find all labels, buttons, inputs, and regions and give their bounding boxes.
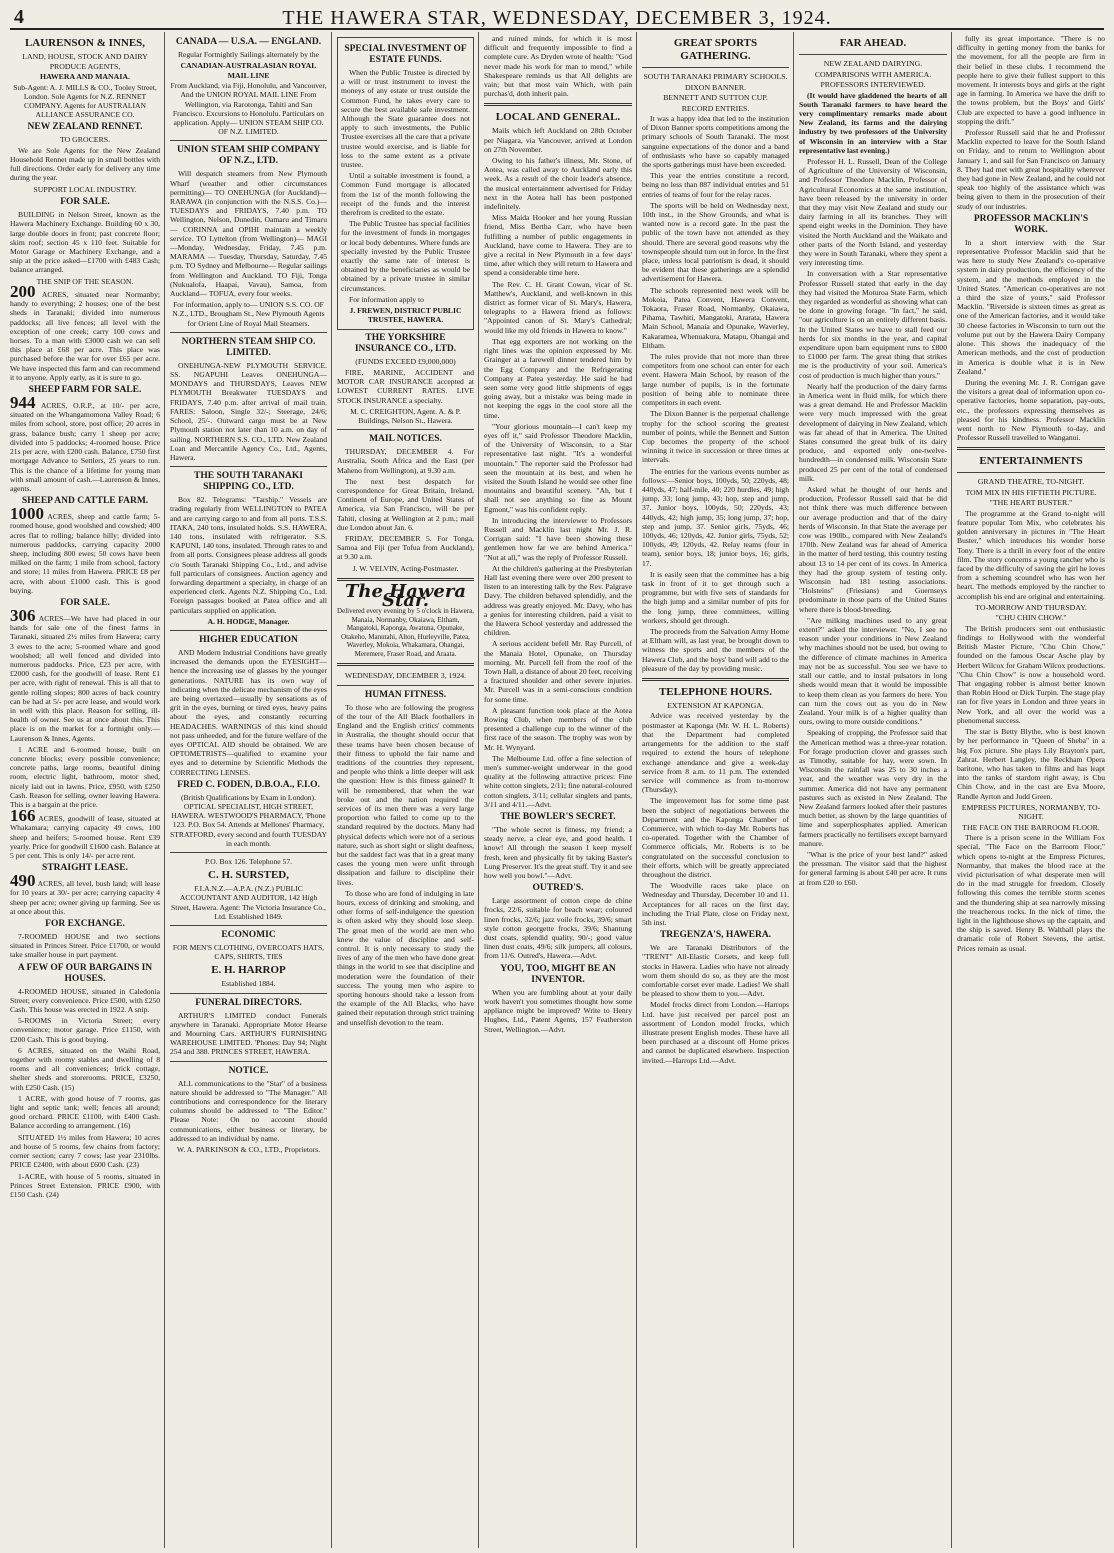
for-sale-heading: FOR SALE. (60, 197, 110, 208)
column-rule (331, 32, 332, 1548)
divider (170, 993, 327, 994)
divider (170, 630, 327, 631)
divider (170, 852, 327, 853)
article-paragraph: Professor H. L. Russell, Dean of the College of Agriculture of the University of Wisconsin, and Professor Theodore Macklin, Professor of Agricultural Economics at the same institution, have been released by the university in order that they may visit New Zealand and study our dairy farming in all its branches. They will spend eight weeks in the Dominion. They have visited the North Auckland and the Waikato and other parts of the North Island, and yesterday they were in South Taranaki, where they spent a very interesting time. (799, 156, 947, 268)
bowler-text: "The whole secret is fitness, my friend; a steady nerve, a clear eye, and good health. I know! All through the season I keep myself fresh, keen and physically fit by taking Baxter's Lung Preserver. It's the great stuff. Try it and see how well you bowl."—Advt. (484, 825, 632, 881)
delivery-notice: Delivered every evening by 5 o'clock in Hawera, Manaia, Normanby, Okaiawa, Eltham, Mangatoki, Kaponga, Awatuna, Opunake, Otakeho, Manutahi, Alton, Hurleyville, Patea, Waverley, Mokoia, Whakamara, Ohangai, Meremere, Fraser Road, and Araata. (337, 607, 474, 658)
sports-heading: GREAT SPORTS GATHERING. (673, 37, 758, 62)
rennet-text: We are Sole Agents for the New Zealand Household Rennet made up in small bottles with full directions. Order early for delivery any time during the year. (10, 145, 160, 183)
house-listing: SITUATED 1½ miles from Hawera; 10 acres and house of 5 rooms, few chains from factory; corner section; carry 7 cows; last year 2310lbs. PRICE £2400, with about £600 Cash. (23) (10, 1132, 160, 1170)
exchange-listing: 7-ROOMED HOUSE and two sections situated in Princes Street. Price £1700, or would take smaller house in part payment. (10, 932, 160, 960)
postmaster-signature: J. W. VELVIN, Acting-Postmaster. (352, 563, 459, 573)
divider (957, 447, 1105, 450)
special-paragraph: For information apply to (349, 294, 424, 304)
far-subheading: COMPARISONS WITH AMERICA. (814, 69, 932, 79)
article-paragraph: Speaking of cropping, the Professor said that the American method was a three-year rotation. For forage production clover and grasses such as Timothy, suitable for hay, were sown. In Wisconsin the rainfall was 25 to 30 inches a year, and the weather was very dry in the summer. America did not have any permanent pastures such as existed in New Zealand. The New Zealand farmers looked after their pastures much better, as shown by the large quantities of lime and superphosphates applied. American farmers practically no fertilisers except barnyard manure. (799, 728, 947, 848)
sports-subheading: BENNETT AND SUTTON CUP. (663, 93, 768, 102)
far-subheading: PROFESSORS INTERVIEWED. (820, 80, 926, 89)
tregenza-text: We are Taranaki Distributors of the "TRENT" All-Elastic Corsets, and keep full stocks in Hawera. Ladies who have not already worn them should do so, as they are the most comfortable corset ever made. Ladies! We shall be pleased to show them to you.—Advt. (642, 943, 789, 999)
divider (642, 67, 789, 68)
sports-paragraph: The proceeds from the Salvation Army Home at Eltham will, as last year, be brought down to witness the sports and the members of the Hawera Club, and the boys' band will add to the pleasure of the day by providing music. (642, 626, 789, 673)
union-contact: For information, apply to— UNION S.S. CO. OF N.Z., LTD., Brougham St., New Plymouth Agents for Orient Line of Royal Mail Steamers. (172, 300, 325, 328)
review-paragraph: The star is Betty Blythe, who is best known by her performance in "Queen of Sheba" in a big Fox picture. She plays Lily Brayton's part, Zahrat. Herbert Langley, the Reckham Opera baritone, who has taken to films and has leapt into the ranks of stardom right away, is Chu Chin Chow, and in the cast are Eva Moore, Randle Ayrton and Judd Green. (957, 727, 1105, 801)
northern-text: ONEHUNGA-NEW PLYMOUTH SERVICE. SS. NGAPUHI Leaves ONEHUNGA— MONDAYS and THURSDAYS, Leaves NEW PLYMOUTH Breakwater TUESDAYS and FRIDAYS, 7.40 p.m. after arrival of mail train. FARES: Saloon, Single 32/-; Steerage, 24/6; School, 25/-. Outward cargo must be at New Plymouth station not later than 10 a.m. on day of sailing. NORTHERN S.S. CO., LTD. New Zealand Loan and Mercantile Agency Co., Ltd., Agents, Hawera. (170, 360, 327, 462)
union-text: Will despatch steamers from New Plymouth Wharf (weather and other circumstances permitting)— TO ONEHUNGA (for Auckland)— RARAWA (in conjunction with the N.S.S. Co.)— TUESDAYS and FRIDAYS, 7.40 p.m. TO Wellington, Nelson, Dunedin, Oamaru and Timaru— CORINNA and OPIHI maintain a weekly service. TO Lyttelton (from Wellington)— MAGI—Monday, Wednesday, Friday, 7.45 p.m. MARAMA — Tuesday, Thursday, Saturday, 7.45 p.m. TO Sydney and Melbourne— Regular sailings from Wellington and Auckland. TO Fiji, Tonga (Nukualofa, Haapai, Vavau), Samoa, from Auckland— TOFUA, every four weeks. (170, 169, 327, 299)
listing-306-acres (10, 605, 160, 743)
page-number: 4 (14, 6, 24, 28)
news-paragraph: Mails which left Auckland on 28th October per Niagara, via Vancouver, arrived at London on 27th November. (484, 126, 632, 154)
sursted-heading: C. H. SURSTED, (208, 869, 289, 882)
divider (337, 685, 474, 686)
listing-944-acres (10, 393, 161, 493)
bargains-heading: A FEW OF OUR BARGAINS IN HOUSES. (17, 962, 153, 984)
article-paragraph: Professor Russell said that he and Professor Macklin expected to leave for the South Island on Friday, and to return to Wellington about January 1, and sail for San Francisco on January 8. They had met with great hospitality wherever they had gone in New Zealand, and he could not speak too highly of the assistance which was being given to them in the prosecution of their study of our industries. (957, 128, 1105, 211)
sheep-farm-heading: SHEEP FARM FOR SALE. (28, 385, 142, 396)
sursted-box: P.O. Box 126. Telephone 57. (204, 857, 293, 867)
acreage-number: 490 (10, 871, 36, 891)
divider (170, 466, 327, 467)
divider (642, 678, 789, 681)
special-paragraph: Until a suitable investment is found, a Common Fund mortgage is allocated from the 1st of the month following the receipt of the funds and the interest therefrom is credited to the estate. (341, 171, 470, 218)
telephone-paragraph: The Woodville races take place on Wednesday and Thursday, December 10 and 11. Acceptances for all races on the first day, including the Trial Plate, close on Friday next, 5th inst. (642, 881, 789, 927)
article-paragraph: In conversation with a Star representative Professor Russell stated that early in the day they had visited the Moturoa State Farm, which they regarded as wonderful as showing what can be done in growing forage. "In fact," he said, "our agriculture is on an entirely different basis. In the United States we have to stall feed our herds for six months in the year, and capital expenditure upon barn equipment runs to £800 to £1000 per farm. The great thing that strikes me is the productivity of your soil. America's cost of production is much higher than yours." (799, 269, 947, 380)
article-paragraph: "Are milking machines used to any great extent?" asked the interviewer. "No, I see no reason under your conditions in New Zealand why machines should not be used, but owing to the difference of climate machines in America may not be as successful. You see we have to stall our cattle, and to instal pulsators in long sheds would mean that it would be impossible to keep them clean as you farmers do here. You can turn the cows out as you do in New Zealand. Your milk is of a higher quality than ours, owing to more outside conditions." (799, 615, 947, 727)
mail-paragraph: FRIDAY, DECEMBER 5. For Tonga, Samoa and Fiji (per Tofua from Auckland), at 9.30 a.m. (337, 534, 474, 562)
house-listing: 6 ACRES, situated on the Waihi Road, together with roomy stables and dwelling of 8 rooms and all conveniences; brick cottage, shelter sheds and storerooms. PRICE, £3250, with £250 Cash. (15) (10, 1045, 160, 1092)
newspaper-title: THE HAWERA STAR, WEDNESDAY, DECEMBER 3, 1924. (282, 7, 832, 29)
sports-paragraph: It was a happy idea that led to the institution of Dixon Banner sports competitions among the primary schools of South Taranaki. The most sanguine expectations of the donor and a band of enthusiasts who have so capably managed the sports gatherings must have been exceeded. (642, 114, 789, 170)
listing-166-acres (10, 806, 160, 861)
news-paragraph: In introducing the interviewer to Professors Russell and Macklin last night Mr. J. R. Corrigan said: "I have been showing these gentlemen how far we are behind America." "Not at all," was the reply of Professor Russell. (484, 515, 632, 562)
sports-subheading: SOUTH TARANAKI PRIMARY SCHOOLS. (643, 72, 788, 81)
column-7 (953, 34, 1109, 1546)
telephone-heading: TELEPHONE HOURS. (658, 685, 773, 698)
firm-heading: LAURENSON & INNES, (24, 37, 146, 49)
divider (337, 663, 474, 666)
education-heading: HIGHER EDUCATION (199, 634, 298, 645)
mail-paragraph: The next best despatch for correspondence for Great Britain, Ireland, Continent of Europe, and United States of America, via San Francisco, will be per Tahiti, closing at Wellington at 2 p.m.; mail due London about Jan. 6. (337, 476, 474, 532)
yorkshire-text: FIRE, MARINE, ACCIDENT and MOTOR CAR INSURANCE accepted at LOWEST CURRENT RATES. LIVE STOCK INSURANCE a specialty. (337, 367, 474, 405)
acreage-number: 1000 (10, 504, 44, 524)
canada-text: Regular Fortnightly Sailings alternately by the (177, 50, 320, 59)
rennet-heading: NEW ZEALAND RENNET. (27, 122, 143, 133)
house-listing: 4-ROOMED HOUSE, situated in Caledonia Street; every convenience. Price £500, with £250 Cash. This house was erected in 1922. A snip. (10, 986, 160, 1015)
funeral-heading: FUNERAL DIRECTORS. (195, 997, 302, 1008)
acreage-number: 306 (10, 605, 36, 625)
listing-text: ACRES, O.R.P., at 10/- per acre, situated on the Whangamomona Valley Road; 6 miles from school, store, post office; 20 acres in grass, balance bush; carry 1 sheep per acre; divided into 5 paddocks; 4-roomed house. Price 21s per acre, with £200 cash. Balance, £750 first mortgage Advance to Settlers, 25 years to run. This is the chance of a lifetime for young man with small amount of cash.—Laurenson & Innes, agents. (10, 401, 161, 493)
local-general-heading: LOCAL AND GENERAL. (495, 111, 621, 124)
article-paragraph: During the evening Mr. J. R. Corrigan gave the visitors a great deal of information upon co-operative factories, home separation, pay-outs, etc., the professors expressing themselves as pleased for his kindness. Professor Macklin went north to New Plymouth to-day, and Professor Russell travelled to Wanganui. (957, 377, 1105, 443)
harrops-text: Model frocks direct from London.—Harrops Ltd. have just received per parcel post an assortment of London model frocks, which illustrate present English modes. These have all been purchased at a discount off Home prices and cannot be duplicated elsewhere. Inspection invited.—Harrops Ltd.—Advt. (642, 1000, 789, 1065)
proprietors: W. A. PARKINSON & CO., LTD., Proprietors. (176, 1145, 321, 1155)
listing-text: ACRES, all level, bush land; will lease for 10 years at 30/- per acre; carrying capacity 4 sheep per acre; owner giving up farming. See us at once about this. (10, 879, 160, 916)
house-listing: 1-ACRE, with house of 5 rooms, situated in Princes Street Extension. PRICE £900, with £150 Cash. (24) (10, 1171, 160, 1199)
entertainments-heading: ENTERTAINMENTS (979, 455, 1083, 468)
listing-text: ACRES, goodwill of lease, situated at Whakamara; carrying capacity 49 cows, 100 sheep and heifers; 5-roomed house. Rent £39 yearly. Price for goodwill £1600 cash. Balance at 5 per cent. This is only 14/- per acre rent. (10, 814, 160, 861)
house-listing: 5-ROOMS in Victoria Street; every convenience; motor garage. Price £1150, with £200 Cash. This is good buying. (10, 1016, 160, 1044)
inventor-text: When you are fumbling about at your daily work haven't you sometimes thought how some appliance might be improved? Write to Henry Hughes, Ltd., Patent Agents, 157 Featherston Street, Wellington.—Advt. (484, 987, 632, 1034)
exchange-heading: FOR EXCHANGE. (45, 919, 125, 930)
telephone-paragraph: Advice was received yesterday by the postmaster at Kaponga (Mr. W. H. L. Roberts) that the Department had completed arrangements for the addition to the staff required to extend the hours of telephone exchange attendance and give a week-day service from 8 a.m. to 11 p.m. The extended service will commence as from to-morrow (Thursday). (642, 711, 789, 795)
sports-paragraph: It is easily seen that the committee has a big task in front of it to get through such a programme, but with five sets of standards for the high jump and a similar number of pits for the long jump, three committees, willing workers, should get through. (642, 569, 789, 625)
house-listing: 1 ACRE, with good house of 7 rooms, gas light and septic tank; well; fences all around; good orchard. PRICE £1100, with £400 Cash. Balance according to arrangement. (16) (10, 1093, 160, 1131)
rennet-subheading: TO GROCERS. (59, 135, 111, 145)
column-2 (166, 34, 331, 1546)
news-paragraph: At the children's gathering at the Presbyterian Hall last evening there were over 200 present to listen to an interesting talk by the Rev. Palgrave Davy. The children behaved splendidly, and the address was greatly enjoyed. Mr. Davy, who has a genius for interesting children, paid a visit to the Hawera School yesterday and addressed the children. (484, 563, 632, 638)
creighton-agent: M. C. CREIGHTON, Agent. A. & P. Buildings, Nelson St., Hawera. (350, 406, 461, 425)
chu-chin-chow-heading: "CHU CHIN CHOW." (995, 613, 1067, 623)
column-rule (951, 32, 952, 1548)
firm-location: HAWERA AND MANAIA. (40, 72, 130, 81)
listing-1-acre-house: 1 ACRE and 6-roomed house, built on concrete blocks; every possible convenience; concrete paths, large rooms, beautiful dining room, electric light, bathroom, motor shed, nicely laid out in lawns. Price, £950, with £250 Cash. Reason for selling, owner leaving Hawera. This is a bargain at the price. (10, 744, 160, 809)
northern-heading: NORTHERN STEAM SHIP CO. LIMITED. (181, 336, 316, 358)
listing-200-acres (10, 282, 161, 382)
article-paragraph: Nearly half the production of the dairy farms in America went in fluid milk, for which there was a great demand. He and Professor Macklin were very much impressed with the great development of dairying in New Zealand, which was far ahead of that in America. The United States consumed the great bulk of its dairy produce, and exported only one-twelve-hundredth—in condensed milk. Wisconsin State produced 25 per cent of the total of condensed milk. (799, 381, 947, 483)
canadian-line-heading: CANADIAN-AUSTRALASIAN ROYAL MAIL LINE (180, 61, 317, 80)
column-rule (478, 32, 479, 1548)
editorial-continuation: and ruined minds, for which it is most difficult and frequently impossible to find a complete cure. As Dryden wrote of health: "God never made his work for man to mend," while Shakespeare reminds us that All delights are vain; but that most vain Which, with pain purchas'd, doth inherit pain. (484, 34, 632, 99)
sports-subheading: RECORD ENTRIES. (681, 103, 750, 113)
sports-paragraph: The schools represented next week will be Mokoia, Patea Convent, Hawera Convent, Tokaora, Fraser Road, Normanby, Okaiawa, Pihama, Tawhiti, Mangatoki, Ararata, Hawera Main School, Manaia and Opunake, Waverley, Kakaramea, Whenuakura, Matapu, Ohangai and Eltham. (642, 285, 789, 350)
empress-heading: EMPRESS PICTURES, NORMANBY, TO-NIGHT. (961, 802, 1101, 822)
divider (957, 472, 1105, 473)
sports-paragraph: The entries for the various events number as follows:—Senior boys, 100yds, 50; 220yds, 48; 440yds, 47; half-mile, 40; 220 hurdles, 49; high jump, 33; long jump, 43; hop, step and jump, 37. Junior boys, 100yds, 50; 220yds, 43; 440yds, 42; high jump, 35; long jump, 37; hop, step and jump, 37. Senior girls, 75yds, 46; 100yds, 46; 120yds, 42. Junior girls, 75yds, 52; 100yds, 49; 120yds, 42. Relay teams (four in team), senior boys, 18; junior boys, 16; girls, 17. (642, 466, 789, 568)
for-sale-heading-2: FOR SALE. (60, 597, 110, 608)
bowler-heading: THE BOWLER'S SECRET. (500, 812, 616, 823)
economic-text: FOR MEN'S CLOTHING, OVERCOATS HATS, CAPS, SHIRTS, TIES (172, 943, 325, 962)
inventor-heading: YOU, TOO, MIGHT BE AN INVENTOR. (500, 963, 616, 985)
dateline: WEDNESDAY, DECEMBER 3, 1924. (344, 671, 467, 681)
firm-subheading: LAND, HOUSE, STOCK AND DAIRY PRODUCE AGENTS, (22, 52, 148, 71)
column-4 (480, 34, 636, 1546)
column-rule (636, 32, 637, 1548)
building-listing: BUILDING in Nelson Street, known as the Hawera Machinery Exchange. Building 60 x 30, large double doors in front; past concrete floor; skim roof; section 45 x 110 feet. Suitable for Motor Garage or Machinery Exchange, and a snip at the price asked—£1700 with £483 Cash; balance arranged. (10, 210, 160, 275)
listing-text: ACRES, sheep and cattle farm; 5-roomed house, good woolshed and cowshed; 400 acres flat to rolling; balance hilly; divided into numerous paddocks, carrying capacity 2000 sheep, including 800 ewes; 50 cows have been milked on the farm; 1 mile from school, factory and store; 11 miles from Hawera. PRICE £8 per acre, with about £1000 cash. This is good buying. (10, 512, 160, 595)
funeral-text: ARTHUR'S LIMITED conduct Funerals anywhere in Taranaki. Appropriate Motor Hearse and Mourning Cars. ARTHUR'S FURNISHING WAREHOUSE LIMITED. 'Phones: Day 94; Night 254 and 388. PRINCES STREET, HAWERA. (170, 1010, 327, 1057)
empress-subheading: THE FACE ON THE BARROOM FLOOR. (962, 822, 1100, 832)
column-3 (333, 34, 478, 1546)
sheep-cattle-heading: SHEEP AND CATTLE FARM. (21, 496, 149, 507)
canadian-text: From Auckland, via Fiji, Honolulu, and Vancouver, And the UNION ROYAL MAIL LINE From Wellington, via Rarotonga, Tahiti and San Francisco. Excursions to Honolulu. Particulars on application. Apply— UNION STEAM SHIP CO. OF N.Z. LIMITED. (170, 81, 327, 137)
acreage-number: 200 (10, 282, 36, 302)
review-paragraph: The programme at the Grand to-night will feature popular Tom Mix, who celebrates his golden anniversary in pictures in "The Heart Buster," which introduces his wonder horse Tony. There is a thrill in every foot of the entire film. The story concerns a young rancher who is faced by the difficulty of saving the girl he loves from a scheming scoundrel who has won her heart. The methods employed by the rancher to accomplish his end are original and entertaining. (957, 508, 1105, 601)
firm-text: Sub-Agent: A. J. MILLS & CO., Tooley Street, London. Sole Agents for N.Z. RENNET COMPANY. Agents for AUSTRALIAN ALLIANCE ASSURANCE CO. (13, 82, 157, 120)
column-6 (795, 34, 951, 1546)
support-heading: SUPPORT LOCAL INDUSTRY. (33, 184, 137, 194)
listing-text: ACRES—We have had placed in our hands for sale one of the finest farms in Taranaki, situated 2½ miles from Hawera; carry 3 ewes to the acre; 5-roomed whare and good woolshed; all well fenced and divided into numerous paddocks. Price, £23 per acre, with £2000 cash, for the goodwill of lease. Rent £1 per acre, with right of renewal. This is all that to gentle rolling slopes; 800 acres of back country can be had at 5/- per acre lease, and would work in well with this place. Reason for selling, ill-health of owner. See us at once about this. This place is on the market for a fortnight only.—Laurenson & Innes, Agents. (10, 613, 160, 743)
listing-490-acres (10, 871, 160, 916)
hawera-star-nameplate: The Hawera Star. (345, 580, 466, 612)
divider (170, 925, 327, 926)
listing-1000-acres (10, 504, 160, 595)
far-ahead-heading: FAR AHEAD. (839, 37, 907, 49)
column-5 (638, 34, 793, 1546)
divider (170, 140, 327, 141)
column-1 (6, 34, 164, 1546)
harrop-heading: E. H. HARROP (211, 964, 286, 977)
hodge-signature: A. H. HODGE, Manager. (207, 616, 290, 626)
grand-subheading: TOM MIX IN HIS FIFTIETH PICTURE. (965, 487, 1097, 497)
news-paragraph: The Rev. C. H. Grant Cowan, vicar of St. Matthew's, Auckland, and well-known in this district as former vicar of St. Mary's, Hawera, telegraphs to a Hawera friend as follows: "Appointed canon of St. Mary's Cathedral; would like my old friends in Hawera to know." (484, 279, 632, 335)
trustee-signature: J. FREWEN, DISTRICT PUBLIC TRUSTEE, HAWERA. (349, 306, 462, 325)
taranaki-shipping-text: Box 82. Telegrams: "Tarship." Vessels are trading regularly from WELLINGTON to PATEA and are carrying cargo to and from all ports. T.S.S. ITAKA, 240 tons, insulated holds. S.S. HAWERA, 140 tons, insulated with refrigerator. S.S. KAPUNI, 140 tons, insulated. Through rates to and from all ports. Consignees please address all goods c/o South Taranaki Shipping Co., Ltd., and advise full particulars of consignees. Auction agency and forwarding department a specialty, in charge of an experienced clerk. Agents N.Z. Shipping Co., Ltd. Foreign passages booked at Patea office and all particulars supplied on application. (170, 495, 327, 615)
sports-paragraph: The rules provide that not more than three competitors from one school can enter for each event. Hawera Main School, by reason of the large number of pupils, is in the fortunate position of being able to nominate three competitors in each event. (642, 352, 789, 408)
special-investment-box (337, 37, 474, 330)
sports-paragraph: The Dixon Banner is the perpetual challenge trophy for the school scoring the greatest number of points, while the Bennett and Sutton Cup becomes the property of the school winning it twice in succession or three times at intervals. (642, 409, 789, 465)
established-text: Established 1884. (221, 979, 276, 989)
special-investment-heading: SPECIAL INVESTMENT OF ESTATE FUNDS. (344, 44, 467, 65)
union-heading: UNION STEAM SHIP COMPANY OF N.Z., LTD. (176, 145, 321, 167)
column-rule (164, 32, 165, 1548)
outred-text: Large assortment of cotton crepe de chine frocks, 22/6, suitable for beach wear; coloured linen frocks, 32/6; jazz voile frocks, 39/6; smart style cotton georgette frocks, 39/6; Shantung dust coats, splendid quality, 90/-; good value linen dust coats, 49/6; silk jumpers, all colours, from 11/6. Outred's, Hawera.—Advt. (484, 896, 632, 961)
telephone-subheading: EXTENSION AT KAPONGA. (667, 700, 764, 710)
editorial-paragraph: To those who are following the progress of the tour of the All Black footballers in England and the English critics' comments in Australia, the thought should occur that these teams have been chosen because of their fitness to uphold the fair name and traditions of the countries they represent, and people who think a little deeper will ask the question: How is this fitness gained? It will be remembered, that when the war broke out and the nation required the services of its men there was a very large proportion who failed to come up to the standard required by the doctors. Many had physical defects which were not of a serious nature, such as short sight or slight deafness, but the saddest fact was that in a great many cases the young men were unfit through dissipation and failure to discipline their lives. (337, 702, 474, 887)
tomorrow-heading: TO-MORROW AND THURSDAY. (975, 602, 1087, 612)
foden-heading: FRED C. FODEN, D.B.O.A., F.I.O. (177, 779, 320, 790)
grand-heading: GRAND THEATRE, TO-NIGHT. (977, 477, 1085, 487)
sports-subheading: DIXON BANNER. (684, 82, 747, 92)
snip-heading: THE SNIP OF THE SEASON. (36, 276, 134, 286)
divider (799, 54, 947, 55)
sports-paragraph: This year the entries constitute a record, being no less than 887 individual entries and 51 entries of teams of four for the relay races. (642, 171, 789, 199)
sports-paragraph: The sports will be held on Wednesday next, 10th inst., in the Show Grounds, and what is wanted now is a record gate. In the past the public of the town have not attended as they should. There are several good reasons why the townspeople should turn out in force. In the first place, unless local patriotism is dead, it should be evident that these gatherings are a splendid advertisement for Hawera. (642, 200, 789, 284)
economic-heading: ECONOMIC (221, 930, 276, 941)
canada-heading: CANADA — U.S.A. — ENGLAND. (175, 37, 322, 47)
news-paragraph: The Melbourne Ltd. offer a fine selection of men's summer-weight underwear in the good quality at the following attractive prices: Fine white cotton singlets, 2/11; fine natural-coloured cotton singlets, 3/11; cellular singlets and pants, 3/11 and 4/11.—Advt. (484, 753, 632, 809)
masthead (10, 6, 1104, 30)
special-paragraph: When the Public Trustee is directed by a will or trust instrument to invest the moneys of any estate or trust outside the Common Fund, he takes every care to secure the best available safe investment. Although the State guarantee does not apply to such investments, the Public Trustee exercises all the care that a private trustee would exercise, and is liable for loss to the same extent as a private trustee. (341, 68, 470, 170)
telephone-paragraph: The improvement has for some time past been the subject of negotiations between the Department and the Kaponga Chamber of Commerce, with which to-day Mr. Roberts has co-operated. Together with the Chamber of Commerce officials, Mr. Roberts is to be congratulated on the successful conclusion to their efforts, which will be greatly appreciated throughout the district. (642, 796, 789, 879)
yorkshire-heading: THE YORKSHIRE INSURANCE CO., LTD. (354, 333, 457, 355)
tregenza-heading: TREGENZA'S, HAWERA. (659, 930, 772, 941)
listing-text: ACRES, situated near Normanby; handy to everything; 2 houses; one of the best sheds in Taranaki; divided into numerous paddocks; all live fences; all level with the exception of one creek; carry 100 cows and horses. To a man with £3000 cash we can sell this place at £68 per acre. This place was purchased before the war for over £65 per acre. We have inspected this farm and can recommend it to anyone. Apply early, as it is sure to go. (10, 290, 161, 382)
article-paragraph: Asked what he thought of our herds and production, Professor Russell said that he did not think there was much difference between our average production and that of the dairy herds of Wisconsin. In that State the average per cow was 190lb., compared with New Zealand's 170lb. New Zealand was far ahead of America in the matter of herd testing, this country testing about 13 to 14 per cent of its cows. In America they had the group system of testing only. Wisconsin had 181 testing associations. "Holsteins" (Friesians) and Guernseys predominate in those parts of the United States where there is blood-breeding. (799, 485, 947, 614)
mail-paragraph: THURSDAY, DECEMBER 4. For Australia, South Africa and the East (per Maheno from Wellington), at 9.30 a.m. (337, 447, 474, 475)
macklin-heading: PROFESSOR MACKLIN'S WORK. (973, 213, 1089, 235)
education-text: AND Modern Industrial Conditions have greatly increased the demands upon the EYESIGHT—hence the increasing use of glasses by the younger generations. NATURE has its own way of indicating when the delicate mechanism of the eyes are being overtaxed—usually by sensations as of grit in the eyes, burning or tired eyes, heavy pains about the eyes, and constantly recurring HEADACHES. WARNINGS of this kind should not pass unheeded, and for the future welfare of the eyes OPTICAL AID should be obtained. We are OPTOMETRISTS—qualified to examine your eyes and to determine by Scientific Methods the CORRECTING LENSES. (170, 647, 327, 777)
news-paragraph: A serious accident befell Mr. Ray Purcell, of the Manaia Hotel, Opunake, on Thursday morning. Mr. Purcell fell from the roof of the Town Hall, a distance of about 20 feet, receiving a fractured shoulder and other severe injuries. Mr. Purcell was in a semi-conscious condition for some time. (484, 639, 632, 704)
foden-text: (British Qualifications by Exam in London). OPTICAL SPECIALIST, HIGH STREET, HAWERA. WESTWOOD'S PHARMACY, 'Phone 123. P.O. Box 54. Attends at Mellones' Pharmacy, STRATFORD, every second and fourth TUESDAY in each month. (170, 792, 327, 848)
acreage-number: 166 (10, 806, 36, 826)
divider (484, 103, 632, 106)
notice-text: ALL communications to the "Star" of a business nature should be addressed to "The Manager." All contributions and correspondence for the literary columns should be addressed to "The Editor." Please Note: On no account should communications, either business or literary, be addressed to an individual by name. (170, 1078, 327, 1143)
article-paragraph: "What is the price of your best land?" asked the pressman. The visitor said that the highest for general farming is about £40 per acre. It runs at from £20 to £60. (799, 849, 947, 887)
divider (170, 1061, 327, 1062)
yorkshire-subheading: (FUNDS EXCEED £9,000,000) (355, 357, 456, 367)
human-fitness-heading: HUMAN FITNESS. (364, 689, 447, 700)
news-paragraph: A pleasant function took place at the Aotea Rowing Club, when members of the club presented a challenge cup to the winner of the first race of the season. The trophy was won by Mr. H. Wynyard. (484, 705, 632, 752)
divider (170, 332, 327, 333)
article-continuation: fully its great importance. "There is no difficulty in getting money from the banks for the movement, for all the people are firm in their belief in these clubs. I recommend the people here to give their fullest support to this movement. It interests boys and girls at the right age in farming. In America we have the drift to the towns problem, but the Boys' and Girls' Club are expected to have a good influence in stopping the drift." (957, 34, 1105, 126)
special-paragraph: The Public Trustee has special facilities for the investment of funds in mortgages or local body debentures. Where funds are specially invested by the Public Trustee exactly the same rate of interest is obtained by the beneficiaries as would be obtained by a private trustee in similar circumstances. (341, 219, 470, 293)
acreage-number: 944 (10, 393, 36, 413)
article-paragraph: In a short interview with the Star representative Professor Macklin said that he was here to study New Zealand's co-operative system in dairy production, the efficiency of the system, and the methods employed in the United States. "American co-operatives are not a third the size of yours," said Professor Macklin. "Riverside is sixteen times as great as one of the American factories, and it would take 30 cheese factories in Wisconsin to turn out the volume put out by the Hawera Dairy Company alone. This shows the inadequacy of the American methods, and the cost of production in America is double what it is in New Zealand." (957, 237, 1105, 376)
outred-heading: OUTRED'S. (532, 883, 584, 894)
news-paragraph: Miss Maida Hooker and her young Russian friend, Miss Bertha Carr, who have been fulfilling a number of public engagements in Auckland, have come to Hawera. They are to give a recital in New Plymouth in a few days' time, after which they will return to Hawera and spend a considerable time here. (484, 213, 632, 278)
taranaki-shipping-heading: THE SOUTH TARANAKI SHIPPING CO., LTD. (194, 471, 303, 493)
grand-subheading: "THE HEART BUSTER." (989, 498, 1073, 508)
mail-notices-heading: MAIL NOTICES. (369, 434, 442, 445)
editorial-paragraph: To those who are fond of indulging in late hours, excess of drinking and smoking, and other forms of self-indulgence the question is often asked why they should lose sleep. The great men of the world are men who knew the value of discipline and self-control. It is only necessary to study the lives of any of the men who have done great things in the world to see that discipline and moderation were the foundation of their success. The young men who aspire to sporting honours should take a lesson from the example of the All Blacks, who have gained their reputation through strict training and unselfish devotion to the team. (337, 888, 474, 1027)
far-subheading: NEW ZEALAND DAIRYING. (823, 59, 923, 68)
news-paragraph: "Your glorious mountain—I can't keep my eyes off it," said Professor Theodore Macklin, of the University of Wisconsin, to a Star representative last night. "It's a wonderful mountain." The reporter said the Professor had seen the mountain at its best, and when he visited the South Island he would see other fine mountains and beautiful scenery. "Ah, but I shall not see anything so fine as Mount Egmont," was his confident reply. (484, 421, 632, 514)
news-paragraph: That egg exporters are not working on the right lines was the opinion expressed by Mr. Grainger at a farewell dinner tendered him by the Egg Company and the Refrigerating Company at Patea yesterday. He said he had seen some very good little shipments of eggs going away, but a mistake was being made in not keeping the eggs in the cool store all the time. (484, 336, 632, 420)
review-paragraph: The British producers sent out enthusiastic findings to Hollywood with the wonderful British Master Picture, "Chu Chin Chow," founded on the famous Oscar Asche play by Herbert Wilcox for Graham Wilcox productions. "Chu Chin Chow" is now a household word. That engaging robber is almost better known than Robin Hood or Dick Turpin. The stage play ran for five years in London and three years in New York, and all over the world was a phenomenal success. (957, 623, 1105, 725)
news-paragraph: Owing to his father's illness, Mr. Stone, of Aotea, was called away to Auckland early this week. As a result of the choir leader's absence, the musical entertainment advertised for Friday next in the Aotea hall has been postponed indefinitely. (484, 156, 632, 212)
divider (337, 429, 474, 430)
review-paragraph: There is a prison scene in the William Fox special, "The Face on the Barroom Floor," which opens to-night at the Empress Pictures, Normanby, that makes the blood race at the vivid picturisation of what desperate men will do in the mad struggle for freedom. Closely following this comes the terrible storm scenes and the thundering ship at sea narrowly missing the treacherous rocks. In the nick of time, the light in the lighthouse shows up the captain, and the ship is saved. Henry B. Walthall plays the dramatic role of Robert Stevens, the artist. Prices remain as usual. (957, 833, 1105, 953)
column-rule (793, 32, 794, 1548)
notice-heading: NOTICE. (228, 1065, 269, 1076)
article-lead: (It would have gladdened the hearts of all South Taranaki farmers to have heard the very complimentary remarks made about New Zealand, its farms and the dairying industry by two professors of the University of Wisconsin in an interview with a Star representative last evening.) (799, 90, 947, 155)
straight-lease-heading: STRAIGHT LEASE. (42, 863, 128, 874)
sursted-text: F.I.A.N.Z.—A.P.A. (N.Z.) PUBLIC ACCOUNTANT AND AUDITOR, 142 High Street, Hawera. Agent: The Victoria Insurance Co., Ltd. Established 1849. (171, 884, 326, 921)
